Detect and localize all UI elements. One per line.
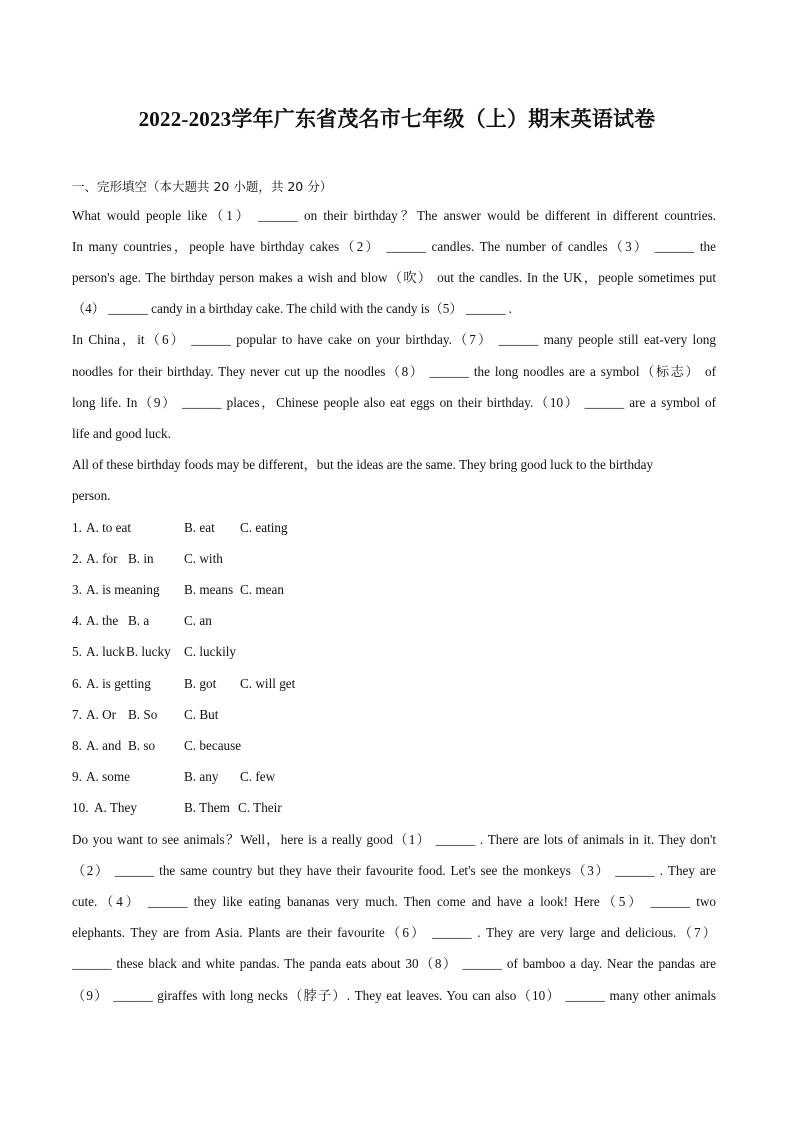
- option-b: B. means: [184, 582, 234, 597]
- passage1-line: In China，it（6） ______ popular to have cake on your birthday.（7） ______ many people still eat-very long: [72, 332, 716, 347]
- option-a: A. Or: [86, 707, 117, 722]
- option-a: A. is getting: [86, 676, 151, 691]
- option-b: B. got: [184, 676, 217, 691]
- passage1-line: long life. In（9） ______ places，Chinese people also eat eggs on their birthday.（10） ______ are a symbol of: [72, 395, 716, 410]
- question-number: 1.: [72, 520, 82, 535]
- option-b: B. any: [184, 769, 219, 784]
- passage1-line: What would people like（1） ______ on their birthday？The answer would be different in different countries.: [72, 208, 716, 223]
- option-b: B. lucky: [126, 644, 171, 659]
- question-number: 6.: [72, 676, 82, 691]
- option-c: C. mean: [240, 582, 284, 597]
- passage2-line: （2） ______ the same country but they have their favourite food. Let's see the monkeys（3） ______ . They are: [72, 863, 716, 878]
- passage2-line: cute.（4） ______ they like eating bananas very much. Then come and have a look! Here（5） ______ two: [72, 894, 716, 909]
- option-c: C. But: [184, 707, 219, 722]
- option-b: B. eat: [184, 520, 215, 535]
- passage2-line: Do you want to see animals？Well，here is a really good（1） ______ . There are lots of animals in it. They don't: [72, 832, 716, 847]
- passage1-line: In many countries，people have birthday cakes（2） ______ candles. The number of candles（3） ______ the: [72, 239, 716, 254]
- question-number: 7.: [72, 707, 82, 722]
- option-b: B. a: [128, 613, 150, 628]
- question-number: 8.: [72, 738, 82, 753]
- question-number: 2.: [72, 551, 82, 566]
- passage2-line: ______ these black and white pandas. The panda eats about 30（8） ______ of bamboo a day. Near the pandas are: [72, 956, 716, 971]
- option-a: A. to eat: [86, 520, 132, 535]
- passage1-line: person.: [72, 488, 111, 503]
- question-number: 5.: [72, 644, 82, 659]
- option-a: A. and: [86, 738, 122, 753]
- option-b: B. so: [128, 738, 156, 753]
- option-a: A. luck: [86, 644, 125, 659]
- option-c: C. luckily: [184, 644, 237, 659]
- option-c: C. because: [184, 738, 242, 753]
- option-b: B. in: [128, 551, 154, 566]
- passage1-line: person's age. The birthday person makes a wish and blow（吹） out the candles. In the UK，people sometimes put: [72, 270, 716, 285]
- option-c: C. will get: [240, 676, 296, 691]
- passage1-line: All of these birthday foods may be different，but the ideas are the same. They bring good luck to the birthday: [72, 457, 654, 472]
- option-a: A. some: [86, 769, 130, 784]
- question-number: 9.: [72, 769, 82, 784]
- option-b: B. Them: [184, 800, 230, 815]
- option-a: A. They: [94, 800, 137, 815]
- option-a: A. the: [86, 613, 119, 628]
- option-c: C. eating: [240, 520, 288, 535]
- passage1-line: life and good luck.: [72, 426, 171, 441]
- passage1-line: （4） ______ candy in a birthday cake. The child with the candy is（5） ______ .: [72, 301, 512, 316]
- option-c: C. Their: [238, 800, 282, 815]
- option-a: A. for: [86, 551, 118, 566]
- section-heading: 一、完形填空（本大题共 20 小题，共 20 分）: [72, 179, 333, 194]
- option-b: B. So: [128, 707, 158, 722]
- passage2-line: （9） ______ giraffes with long necks（脖子）. They eat leaves. You can also（10） ______ many other animals: [72, 988, 716, 1003]
- passage1-line: noodles for their birthday. They never cut up the noodles（8） ______ the long noodles are a symbol（标志） of: [72, 364, 716, 379]
- passage2-line: elephants. They are from Asia. Plants are their favourite（6） ______ . They are very large and delicious.（7）: [72, 925, 716, 940]
- question-number: 4.: [72, 613, 82, 628]
- question-number: 3.: [72, 582, 82, 597]
- question-number: 10.: [72, 800, 89, 815]
- option-c: C. few: [240, 769, 276, 784]
- page-title: 2022-2023学年广东省茂名市七年级（上）期末英语试卷: [138, 107, 656, 131]
- option-a: A. is meaning: [86, 582, 160, 597]
- option-c: C. with: [184, 551, 223, 566]
- option-c: C. an: [184, 613, 212, 628]
